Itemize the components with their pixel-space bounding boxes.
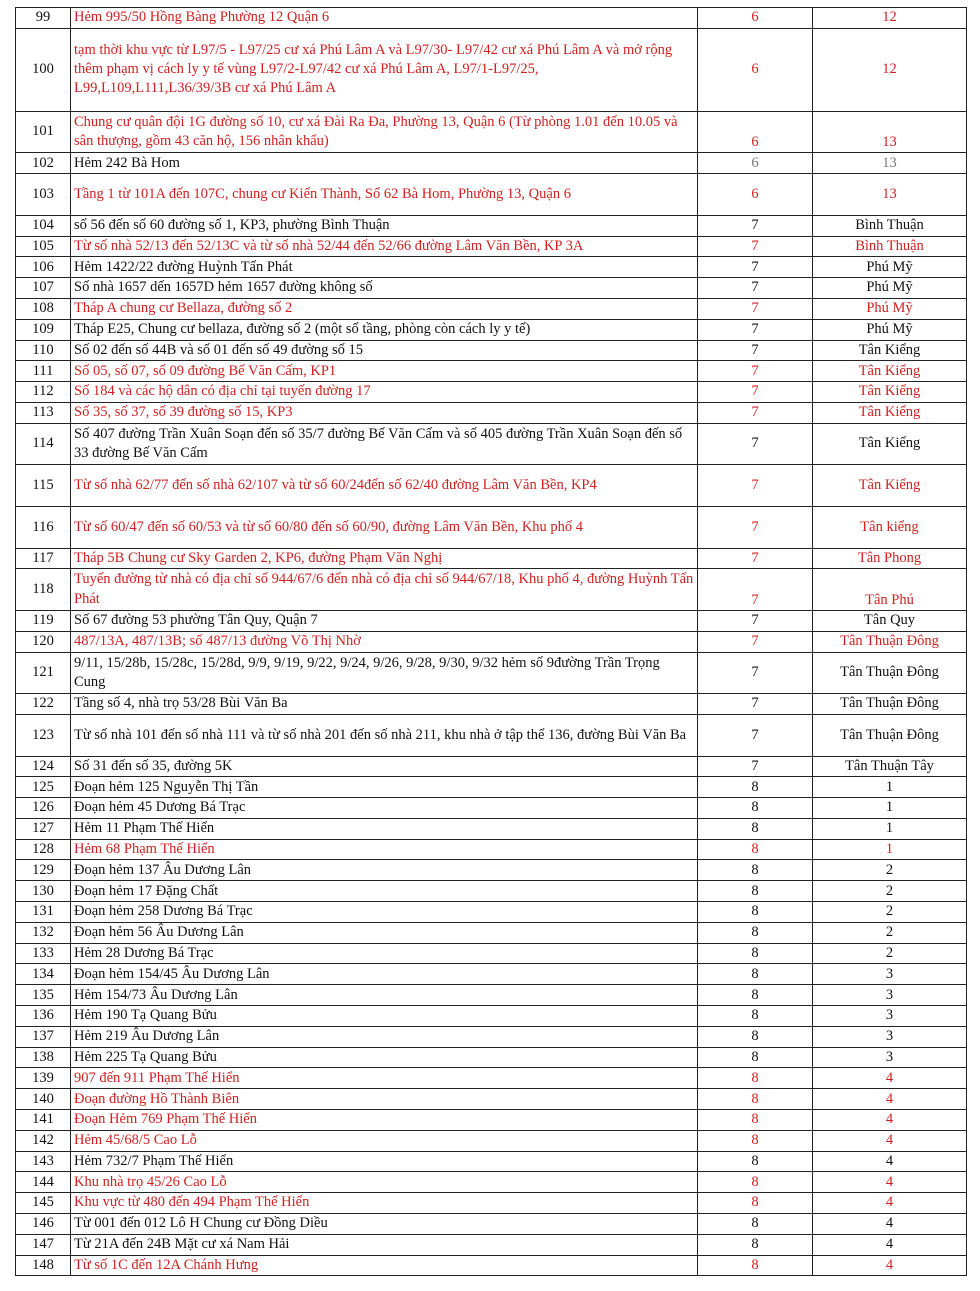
ward-cell: 4 bbox=[813, 1193, 967, 1214]
row-number-cell: 140 bbox=[16, 1089, 71, 1110]
table-row bbox=[16, 382, 967, 403]
row-number-cell: 109 bbox=[16, 319, 71, 340]
row-number-cell: 100 bbox=[16, 28, 71, 111]
row-number-cell: 122 bbox=[16, 694, 71, 715]
table-row bbox=[16, 1089, 967, 1110]
district-cell: 8 bbox=[698, 1255, 813, 1276]
address-cell: Khu nhà trọ 45/26 Cao Lỗ bbox=[71, 1172, 698, 1193]
district-cell: 8 bbox=[698, 1214, 813, 1235]
ward-cell: 3 bbox=[813, 1006, 967, 1027]
district-cell: 8 bbox=[698, 1234, 813, 1255]
table-row bbox=[16, 319, 967, 340]
district-cell: 8 bbox=[698, 1026, 813, 1047]
district-cell: 8 bbox=[698, 1172, 813, 1193]
district-cell: 8 bbox=[698, 818, 813, 839]
district-cell: 7 bbox=[698, 631, 813, 652]
table-row bbox=[16, 257, 967, 278]
ward-cell: 13 bbox=[813, 153, 967, 174]
address-cell: Tháp 5B Chung cư Sky Garden 2, KP6, đường Phạm Văn Nghị bbox=[71, 548, 698, 569]
district-cell: 6 bbox=[698, 8, 813, 29]
address-cell: Hẻm 190 Tạ Quang Bửu bbox=[71, 1006, 698, 1027]
row-number-cell: 105 bbox=[16, 236, 71, 257]
ward-cell: Phú Mỹ bbox=[813, 319, 967, 340]
table-row bbox=[16, 569, 967, 611]
ward-cell: 12 bbox=[813, 8, 967, 29]
row-number-cell: 114 bbox=[16, 423, 71, 465]
ward-cell: 4 bbox=[813, 1068, 967, 1089]
table-row bbox=[16, 1234, 967, 1255]
table-row bbox=[16, 423, 967, 465]
address-cell: Từ 001 đến 012 Lô H Chung cư Đồng Diều bbox=[71, 1214, 698, 1235]
district-cell: 7 bbox=[698, 652, 813, 694]
row-number-cell: 110 bbox=[16, 340, 71, 361]
address-cell: Hẻm 219 Âu Dương Lân bbox=[71, 1026, 698, 1047]
district-cell: 7 bbox=[698, 361, 813, 382]
table-row bbox=[16, 881, 967, 902]
district-cell: 7 bbox=[698, 506, 813, 548]
table-row bbox=[16, 714, 967, 756]
row-number-cell: 135 bbox=[16, 985, 71, 1006]
address-cell: Tầng 1 từ 101A đến 107C, chung cư Kiến Thành, Số 62 Bà Hom, Phường 13, Quận 6 bbox=[71, 174, 698, 216]
district-cell: 8 bbox=[698, 777, 813, 798]
row-number-cell: 107 bbox=[16, 278, 71, 299]
address-cell: Số 67 đường 53 phường Tân Quy, Quận 7 bbox=[71, 610, 698, 631]
district-cell: 7 bbox=[698, 278, 813, 299]
table-row bbox=[16, 1193, 967, 1214]
ward-cell: Phú Mỹ bbox=[813, 278, 967, 299]
row-number-cell: 134 bbox=[16, 964, 71, 985]
row-number-cell: 119 bbox=[16, 610, 71, 631]
table-row bbox=[16, 652, 967, 694]
row-number-cell: 132 bbox=[16, 922, 71, 943]
row-number-cell: 111 bbox=[16, 361, 71, 382]
row-number-cell: 137 bbox=[16, 1026, 71, 1047]
row-number-cell: 143 bbox=[16, 1151, 71, 1172]
table-row bbox=[16, 818, 967, 839]
district-cell: 7 bbox=[698, 215, 813, 236]
address-cell: Hẻm 1422/22 đường Huỳnh Tấn Phát bbox=[71, 257, 698, 278]
district-cell: 7 bbox=[698, 257, 813, 278]
district-cell: 8 bbox=[698, 1089, 813, 1110]
ward-cell: 4 bbox=[813, 1172, 967, 1193]
district-cell: 7 bbox=[698, 694, 813, 715]
row-number-cell: 133 bbox=[16, 943, 71, 964]
address-cell: Số 35, số 37, số 39 đường số 15, KP3 bbox=[71, 402, 698, 423]
ward-cell: Tân Thuận Đông bbox=[813, 631, 967, 652]
table-row bbox=[16, 1110, 967, 1131]
table-row bbox=[16, 902, 967, 923]
address-cell: Hẻm 995/50 Hồng Bàng Phường 12 Quận 6 bbox=[71, 8, 698, 29]
table-row bbox=[16, 1172, 967, 1193]
district-cell: 6 bbox=[698, 111, 813, 153]
ward-cell: 2 bbox=[813, 902, 967, 923]
table-row bbox=[16, 610, 967, 631]
ward-cell: Tân Kiểng bbox=[813, 465, 967, 507]
row-number-cell: 136 bbox=[16, 1006, 71, 1027]
row-number-cell: 118 bbox=[16, 569, 71, 611]
table-row bbox=[16, 298, 967, 319]
district-cell: 7 bbox=[698, 340, 813, 361]
address-cell: Từ số 60/47 đến số 60/53 và từ số 60/80 đến số 60/90, đường Lâm Văn Bền, Khu phố 4 bbox=[71, 506, 698, 548]
ward-cell: 1 bbox=[813, 839, 967, 860]
table-row bbox=[16, 860, 967, 881]
table-row bbox=[16, 506, 967, 548]
district-cell: 7 bbox=[698, 382, 813, 403]
address-cell: 487/13A, 487/13B; số 487/13 đường Võ Thị Nhờ bbox=[71, 631, 698, 652]
row-number-cell: 141 bbox=[16, 1110, 71, 1131]
district-cell: 8 bbox=[698, 922, 813, 943]
address-cell: Đoạn hẻm 125 Nguyễn Thị Tần bbox=[71, 777, 698, 798]
row-number-cell: 142 bbox=[16, 1130, 71, 1151]
ward-cell: Phú Mỹ bbox=[813, 298, 967, 319]
ward-cell: 4 bbox=[813, 1234, 967, 1255]
address-cell: tạm thời khu vực từ L97/5 - L97/25 cư xá Phú Lâm A và L97/30- L97/42 cư xá Phú Lâm A và mở rộng thêm phạm vị cách ly y tế vùng L97/2-L97/42 cư xá Phú Lâm A, L97/1-L97/25, L99,L109,L111,L36/39/3B cư xá Phú Lâm A bbox=[71, 28, 698, 111]
ward-cell: 2 bbox=[813, 881, 967, 902]
table-row bbox=[16, 756, 967, 777]
address-cell: Đoạn Hẻm 769 Phạm Thế Hiển bbox=[71, 1110, 698, 1131]
address-cell: Từ số nhà 62/77 đến số nhà 62/107 và từ số 60/24đến số 62/40 đường Lâm Văn Bền, KP4 bbox=[71, 465, 698, 507]
table-row bbox=[16, 465, 967, 507]
district-cell: 8 bbox=[698, 1193, 813, 1214]
address-cell: Tuyến đường từ nhà có địa chỉ số 944/67/6 đến nhà có địa chỉ số 944/67/18, Khu phố 4, đường Huỳnh Tấn Phát bbox=[71, 569, 698, 611]
row-number-cell: 120 bbox=[16, 631, 71, 652]
table-row bbox=[16, 340, 967, 361]
row-number-cell: 130 bbox=[16, 881, 71, 902]
ward-cell: Tân Thuận Đông bbox=[813, 652, 967, 694]
address-cell: 9/11, 15/28b, 15/28c, 15/28d, 9/9, 9/19, 9/22, 9/24, 9/26, 9/28, 9/30, 9/32 hẻm số 9đường Trần Trọng Cung bbox=[71, 652, 698, 694]
ward-cell: Tân Thuận Đông bbox=[813, 714, 967, 756]
ward-cell: 1 bbox=[813, 818, 967, 839]
address-cell: Tháp E25, Chung cư bellaza, đường số 2 (một số tầng, phòng còn cách ly y tế) bbox=[71, 319, 698, 340]
district-cell: 8 bbox=[698, 1047, 813, 1068]
ward-cell: 3 bbox=[813, 964, 967, 985]
district-cell: 7 bbox=[698, 465, 813, 507]
row-number-cell: 108 bbox=[16, 298, 71, 319]
ward-cell: 2 bbox=[813, 860, 967, 881]
district-cell: 8 bbox=[698, 1130, 813, 1151]
district-cell: 7 bbox=[698, 236, 813, 257]
district-cell: 8 bbox=[698, 985, 813, 1006]
ward-cell: 4 bbox=[813, 1151, 967, 1172]
address-cell: Khu vực từ 480 đến 494 Phạm Thế Hiển bbox=[71, 1193, 698, 1214]
ward-cell: Tân Phong bbox=[813, 548, 967, 569]
table-row bbox=[16, 1130, 967, 1151]
address-cell: Số 184 và các hộ dân có địa chỉ tại tuyến đường 17 bbox=[71, 382, 698, 403]
address-cell: Hẻm 225 Tạ Quang Bửu bbox=[71, 1047, 698, 1068]
table-row bbox=[16, 8, 967, 29]
row-number-cell: 101 bbox=[16, 111, 71, 153]
table-row bbox=[16, 548, 967, 569]
ward-cell: Tân Kiểng bbox=[813, 340, 967, 361]
row-number-cell: 131 bbox=[16, 902, 71, 923]
table-row bbox=[16, 1068, 967, 1089]
table-row bbox=[16, 985, 967, 1006]
row-number-cell: 121 bbox=[16, 652, 71, 694]
district-cell: 8 bbox=[698, 943, 813, 964]
district-cell: 7 bbox=[698, 610, 813, 631]
address-cell: Tầng số 4, nhà trọ 53/28 Bùi Văn Ba bbox=[71, 694, 698, 715]
address-cell: Số nhà 1657 dến 1657D hẻm 1657 đường không số bbox=[71, 278, 698, 299]
table-row bbox=[16, 1047, 967, 1068]
row-number-cell: 113 bbox=[16, 402, 71, 423]
ward-cell: Bình Thuận bbox=[813, 215, 967, 236]
row-number-cell: 116 bbox=[16, 506, 71, 548]
ward-cell: Tân Kiểng bbox=[813, 423, 967, 465]
ward-cell: 4 bbox=[813, 1214, 967, 1235]
table-row bbox=[16, 1026, 967, 1047]
ward-cell: Tân Thuận Đông bbox=[813, 694, 967, 715]
district-cell: 6 bbox=[698, 174, 813, 216]
row-number-cell: 148 bbox=[16, 1255, 71, 1276]
ward-cell: Phú Mỹ bbox=[813, 257, 967, 278]
table-row bbox=[16, 839, 967, 860]
ward-cell: Tân kiểng bbox=[813, 506, 967, 548]
row-number-cell: 147 bbox=[16, 1234, 71, 1255]
address-cell: Đoạn hẻm 154/45 Âu Dương Lân bbox=[71, 964, 698, 985]
row-number-cell: 106 bbox=[16, 257, 71, 278]
ward-cell: 13 bbox=[813, 111, 967, 153]
district-cell: 8 bbox=[698, 902, 813, 923]
district-cell: 8 bbox=[698, 881, 813, 902]
ward-cell: 3 bbox=[813, 1047, 967, 1068]
table-row bbox=[16, 1006, 967, 1027]
row-number-cell: 112 bbox=[16, 382, 71, 403]
address-cell: số 56 đến số 60 đường số 1, KP3, phường Bình Thuận bbox=[71, 215, 698, 236]
table-row bbox=[16, 964, 967, 985]
address-cell: Đoạn hẻm 45 Dương Bá Trạc bbox=[71, 798, 698, 819]
ward-cell: 4 bbox=[813, 1089, 967, 1110]
ward-cell: Tân Kiểng bbox=[813, 402, 967, 423]
row-number-cell: 146 bbox=[16, 1214, 71, 1235]
ward-cell: Tân Kiểng bbox=[813, 382, 967, 403]
district-cell: 6 bbox=[698, 28, 813, 111]
district-cell: 8 bbox=[698, 964, 813, 985]
address-cell: 907 đến 911 Phạm Thế Hiển bbox=[71, 1068, 698, 1089]
row-number-cell: 127 bbox=[16, 818, 71, 839]
row-number-cell: 103 bbox=[16, 174, 71, 216]
district-cell: 8 bbox=[698, 1151, 813, 1172]
district-cell: 7 bbox=[698, 714, 813, 756]
address-cell: Từ số nhà 101 đến số nhà 111 và từ số nhà 201 đến số nhà 211, khu nhà ở tập thể 136, đường Bùi Văn Ba bbox=[71, 714, 698, 756]
row-number-cell: 102 bbox=[16, 153, 71, 174]
address-cell: Tháp A chung cư Bellaza, đường số 2 bbox=[71, 298, 698, 319]
table-row bbox=[16, 1255, 967, 1276]
ward-cell: 4 bbox=[813, 1130, 967, 1151]
ward-cell: 13 bbox=[813, 174, 967, 216]
table-row bbox=[16, 174, 967, 216]
table-row bbox=[16, 28, 967, 111]
ward-cell: Bình Thuận bbox=[813, 236, 967, 257]
row-number-cell: 123 bbox=[16, 714, 71, 756]
table-row bbox=[16, 631, 967, 652]
district-cell: 7 bbox=[698, 569, 813, 611]
ward-cell: 2 bbox=[813, 943, 967, 964]
ward-cell: 1 bbox=[813, 777, 967, 798]
address-cell: Từ số 1C đến 12A Chánh Hưng bbox=[71, 1255, 698, 1276]
row-number-cell: 126 bbox=[16, 798, 71, 819]
table-row bbox=[16, 694, 967, 715]
row-number-cell: 144 bbox=[16, 1172, 71, 1193]
table-row bbox=[16, 402, 967, 423]
address-cell: Hẻm 154/73 Âu Dương Lân bbox=[71, 985, 698, 1006]
table-row bbox=[16, 111, 967, 153]
address-cell: Hẻm 68 Phạm Thế Hiển bbox=[71, 839, 698, 860]
district-cell: 8 bbox=[698, 839, 813, 860]
row-number-cell: 124 bbox=[16, 756, 71, 777]
table-row bbox=[16, 943, 967, 964]
ward-cell: 4 bbox=[813, 1110, 967, 1131]
district-cell: 7 bbox=[698, 423, 813, 465]
address-cell: Từ số nhà 52/13 đến 52/13C và từ số nhà 52/44 đến 52/66 đường Lâm Văn Bền, KP 3A bbox=[71, 236, 698, 257]
table-row bbox=[16, 1214, 967, 1235]
district-cell: 8 bbox=[698, 860, 813, 881]
district-cell: 7 bbox=[698, 756, 813, 777]
row-number-cell: 99 bbox=[16, 8, 71, 29]
table-row bbox=[16, 278, 967, 299]
ward-cell: Tân Quy bbox=[813, 610, 967, 631]
address-cell: Hẻm 242 Bà Hom bbox=[71, 153, 698, 174]
address-cell: Hẻm 28 Dương Bá Trạc bbox=[71, 943, 698, 964]
address-cell: Số 31 đến số 35, đường 5K bbox=[71, 756, 698, 777]
ward-cell: Tân Phú bbox=[813, 569, 967, 611]
address-cell: Hẻm 45/68/5 Cao Lỗ bbox=[71, 1130, 698, 1151]
address-cell: Số 407 đường Trần Xuân Soạn đến số 35/7 đường Bế Văn Cấm và số 405 đường Trần Xuân Soạn đến số 33 đường Bế Văn Cấm bbox=[71, 423, 698, 465]
ward-cell: 1 bbox=[813, 798, 967, 819]
table-row bbox=[16, 361, 967, 382]
address-cell: Đoạn hẻm 258 Dương Bá Trạc bbox=[71, 902, 698, 923]
address-cell: Chung cư quân đội 1G đường số 10, cư xá Đài Ra Đa, Phường 13, Quận 6 (Từ phòng 1.01 đến 10.05 và sân thượng, gồm 43 căn hộ, 156 nhân khẩu) bbox=[71, 111, 698, 153]
district-cell: 7 bbox=[698, 298, 813, 319]
row-number-cell: 117 bbox=[16, 548, 71, 569]
address-cell: Đoạn đường Hồ Thành Biên bbox=[71, 1089, 698, 1110]
district-cell: 6 bbox=[698, 153, 813, 174]
ward-cell: Tân Thuận Tây bbox=[813, 756, 967, 777]
address-cell: Hẻm 11 Phạm Thế Hiển bbox=[71, 818, 698, 839]
table-row bbox=[16, 215, 967, 236]
table-row bbox=[16, 1151, 967, 1172]
row-number-cell: 139 bbox=[16, 1068, 71, 1089]
table-body bbox=[16, 8, 967, 1276]
address-cell: Đoạn hẻm 137 Âu Dương Lân bbox=[71, 860, 698, 881]
address-cell: Số 05, số 07, số 09 đường Bế Văn Cấm, KP1 bbox=[71, 361, 698, 382]
district-cell: 8 bbox=[698, 1110, 813, 1131]
ward-cell: 4 bbox=[813, 1255, 967, 1276]
district-cell: 8 bbox=[698, 798, 813, 819]
row-number-cell: 115 bbox=[16, 465, 71, 507]
ward-cell: 12 bbox=[813, 28, 967, 111]
table-row bbox=[16, 236, 967, 257]
quarantine-area-table bbox=[15, 7, 967, 1276]
district-cell: 7 bbox=[698, 319, 813, 340]
ward-cell: 2 bbox=[813, 922, 967, 943]
address-cell: Đoạn hẻm 17 Đặng Chất bbox=[71, 881, 698, 902]
table-row bbox=[16, 922, 967, 943]
ward-cell: 3 bbox=[813, 1026, 967, 1047]
row-number-cell: 128 bbox=[16, 839, 71, 860]
table-row bbox=[16, 798, 967, 819]
ward-cell: 3 bbox=[813, 985, 967, 1006]
address-cell: Từ 21A đến 24B Mặt cư xá Nam Hải bbox=[71, 1234, 698, 1255]
table-row bbox=[16, 153, 967, 174]
table-row bbox=[16, 777, 967, 798]
district-cell: 7 bbox=[698, 548, 813, 569]
district-cell: 8 bbox=[698, 1068, 813, 1089]
district-cell: 8 bbox=[698, 1006, 813, 1027]
row-number-cell: 125 bbox=[16, 777, 71, 798]
address-cell: Đoạn hẻm 56 Âu Dương Lân bbox=[71, 922, 698, 943]
row-number-cell: 138 bbox=[16, 1047, 71, 1068]
row-number-cell: 104 bbox=[16, 215, 71, 236]
district-cell: 7 bbox=[698, 402, 813, 423]
address-cell: Số 02 đến số 44B và số 01 đến số 49 đường số 15 bbox=[71, 340, 698, 361]
ward-cell: Tân Kiểng bbox=[813, 361, 967, 382]
address-cell: Hẻm 732/7 Phạm Thế Hiển bbox=[71, 1151, 698, 1172]
row-number-cell: 145 bbox=[16, 1193, 71, 1214]
row-number-cell: 129 bbox=[16, 860, 71, 881]
